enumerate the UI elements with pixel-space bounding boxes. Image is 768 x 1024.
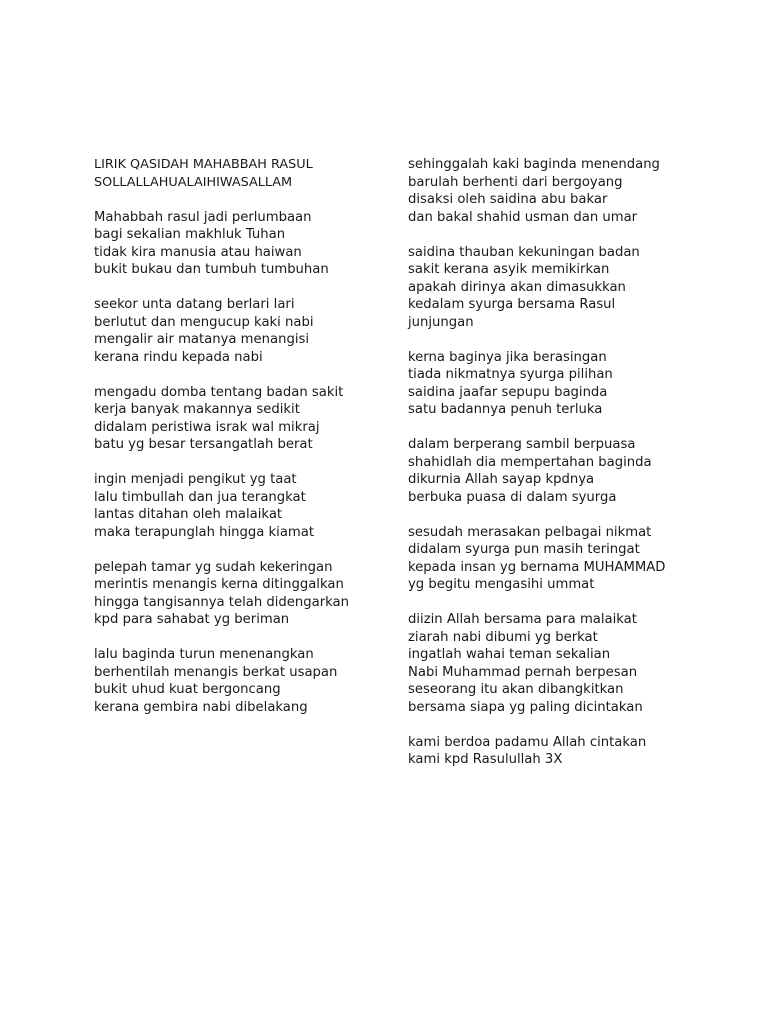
lyric-line: seekor unta datang berlari lari xyxy=(94,297,295,312)
stanza xyxy=(408,524,748,594)
lyric-line: lalu baginda turun menenangkan xyxy=(94,647,314,662)
lyric-line: dikurnia Allah sayap kpdnya xyxy=(408,472,595,487)
lyric-line: junjungan xyxy=(408,314,474,330)
lyric-line: lantas ditahan oleh malaikat xyxy=(94,507,283,522)
lyric-line: bersama siapa yg paling dicintakan xyxy=(408,699,643,715)
lyric-line: kami berdoa padamu Allah cintakan xyxy=(408,734,647,750)
stanza xyxy=(94,646,394,716)
stanza xyxy=(408,156,748,226)
right-column xyxy=(408,156,748,786)
lyric-line: shahidlah dia mempertahan baginda xyxy=(408,454,652,470)
left-column xyxy=(94,156,394,734)
lyric-line: batu yg besar tersangatlah berat xyxy=(94,437,313,452)
lyric-line: seseorang itu akan dibangkitkan xyxy=(408,682,624,697)
lyric-line: dan bakal shahid usman dan umar xyxy=(408,209,638,225)
stanza xyxy=(94,296,394,366)
lyric-line: merintis menangis kerna ditinggalkan xyxy=(94,577,344,592)
lyric-line: maka terapunglah hingga kiamat xyxy=(94,524,315,540)
lyric-line: Mahabbah rasul jadi perlumbaan xyxy=(94,209,312,225)
lyric-line: disaksi oleh saidina abu bakar xyxy=(408,192,608,207)
lyric-line: kepada insan yg bernama MUHAMMAD xyxy=(408,559,666,575)
lyric-line: kpd para sahabat yg beriman xyxy=(94,612,290,627)
stanza xyxy=(94,471,394,541)
lyric-line: kerana gembira nabi dibelakang xyxy=(94,699,308,715)
lyric-line: lalu timbullah dan jua terangkat xyxy=(94,489,306,505)
lyric-line: berhentilah menangis berkat usapan xyxy=(94,664,338,680)
title-line: SOLLALLAHUALAIHIWASALLAM xyxy=(94,174,293,190)
lyric-line: saidina thauban kekuningan badan xyxy=(408,244,640,260)
stanza xyxy=(94,384,394,454)
lyric-line: yg begitu mengasihi ummat xyxy=(408,577,595,592)
stanza xyxy=(408,244,748,332)
title-block xyxy=(94,156,394,191)
lyric-line: satu badannya penuh terluka xyxy=(408,402,603,417)
lyric-line: barulah berhenti dari bergoyang xyxy=(408,174,623,190)
lyric-line: ziarah nabi dibumi yg berkat xyxy=(408,629,598,645)
lyric-line: sakit kerana asyik memikirkan xyxy=(408,262,610,277)
lyric-line: bagi sekalian makhluk Tuhan xyxy=(94,227,286,242)
lyric-line: ingatlah wahai teman sekalian xyxy=(408,647,611,662)
lyric-line: sesudah merasakan pelbagai nikmat xyxy=(408,524,652,540)
lyric-line: kerna baginya jika berasingan xyxy=(408,349,607,365)
lyric-line: bukit uhud kuat bergoncang xyxy=(94,682,281,697)
title-line: LIRIK QASIDAH MAHABBAH RASUL xyxy=(94,157,313,172)
lyric-line: bukit bukau dan tumbuh tumbuhan xyxy=(94,262,329,277)
lyric-line: hingga tangisannya telah didengarkan xyxy=(94,594,349,610)
lyric-line: apakah dirinya akan dimasukkan xyxy=(408,279,626,295)
stanza xyxy=(408,734,748,769)
lyric-line: saidina jaafar sepupu baginda xyxy=(408,384,608,400)
stanza xyxy=(408,436,748,506)
lyric-line: diizin Allah bersama para malaikat xyxy=(408,612,637,627)
lyric-line: mengalir air matanya menangisi xyxy=(94,332,310,347)
lyric-line: dalam berperang sambil berpuasa xyxy=(408,437,636,452)
lyric-line: mengadu domba tentang badan sakit xyxy=(94,384,344,400)
lyric-line: kedalam syurga bersama Rasul xyxy=(408,297,616,312)
lyric-line: tiada nikmatnya syurga pilihan xyxy=(408,367,613,382)
lyric-line: Nabi Muhammad pernah berpesan xyxy=(408,664,638,680)
lyric-line: kerana rindu kepada nabi xyxy=(94,349,263,365)
stanza xyxy=(408,349,748,419)
lyric-line: sehinggalah kaki baginda menendang xyxy=(408,157,660,172)
lyric-line: didalam peristiwa israk wal mikraj xyxy=(94,419,320,435)
lyric-line: kerja banyak makannya sedikit xyxy=(94,402,300,417)
lyric-line: tidak kira manusia atau haiwan xyxy=(94,244,302,260)
lyric-line: berbuka puasa di dalam syurga xyxy=(408,489,617,505)
lyric-line: kami kpd Rasulullah 3X xyxy=(408,752,563,767)
lyric-line: berlutut dan mengucup kaki nabi xyxy=(94,314,314,330)
lyric-line: pelepah tamar yg sudah kekeringan xyxy=(94,559,333,575)
stanza xyxy=(94,209,394,279)
stanza xyxy=(94,559,394,629)
lyric-line: ingin menjadi pengikut yg taat xyxy=(94,472,297,487)
stanza xyxy=(408,611,748,716)
lyric-line: didalam syurga pun masih teringat xyxy=(408,542,640,557)
